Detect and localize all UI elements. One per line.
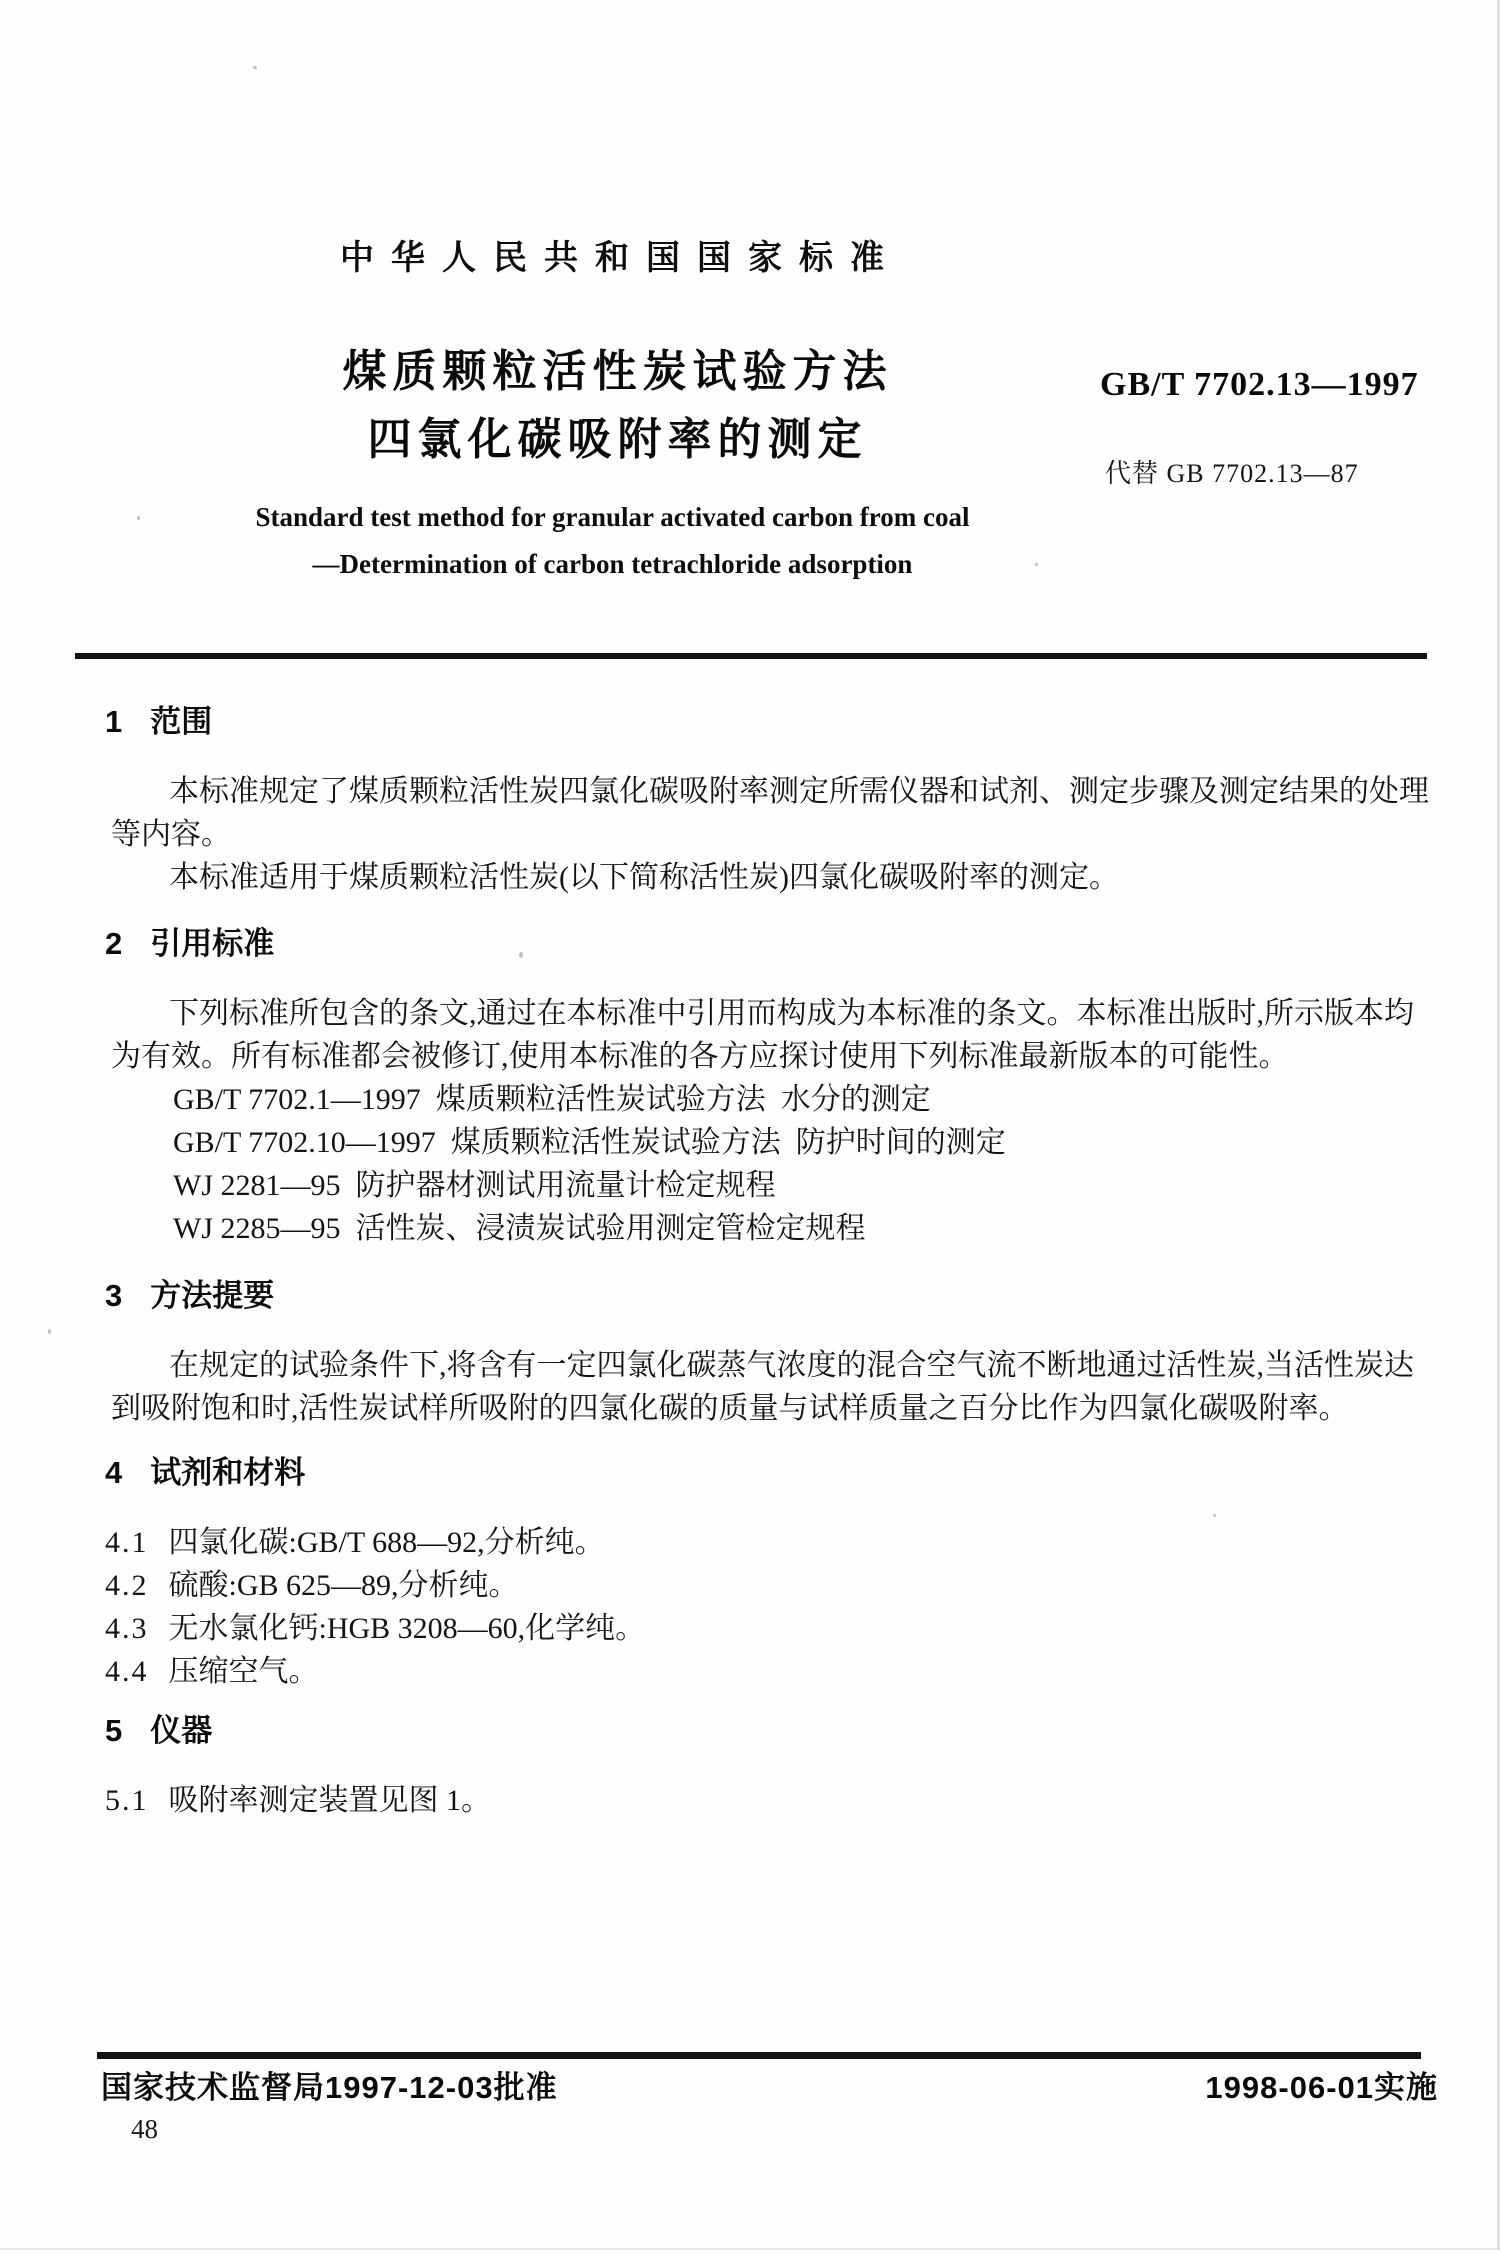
clause-number: 5.1: [105, 1784, 149, 1817]
standard-title-english: [110, 494, 1115, 588]
text-line: 等内容。: [111, 818, 231, 851]
section-title: 引用标准: [150, 926, 275, 961]
text-line: GB/T 7702.1—1997 煤质颗粒活性炭试验方法 水分的测定: [173, 1083, 931, 1116]
clause-number: 4.1: [105, 1526, 149, 1559]
approval-note: 国家技术监督局1997-12-03批准: [101, 2070, 558, 2105]
english-title-line-2: —Determination of carbon tetrachloride adsorption: [312, 549, 913, 579]
scan-speck: [48, 1329, 51, 1334]
section-body: [105, 1521, 1465, 1693]
scan-speck: [137, 516, 140, 520]
section-instruments: [105, 1709, 1465, 1822]
section-heading: [105, 1709, 1465, 1753]
supersedes-note: 代替 GB 7702.13—87: [1105, 459, 1359, 488]
standard-title-chinese: [330, 338, 905, 474]
title-line-2: 四氯化碳吸附率的测定: [367, 415, 868, 464]
section-body: [105, 770, 1465, 899]
section-number: 1: [105, 704, 123, 739]
scan-speck: [1213, 1514, 1216, 1517]
header-divider-rule: [75, 653, 1427, 659]
text-line: [105, 1650, 1465, 1693]
clause-number: 4.4: [105, 1655, 149, 1688]
section-body: [105, 1344, 1465, 1430]
standard-code: GB/T 7702.13—1997: [1100, 366, 1419, 403]
english-title-line-1: Standard test method for granular activated carbon from coal: [255, 502, 970, 532]
title-line-1: 煤质颗粒活性炭试验方法: [342, 347, 893, 396]
section-method-summary: [105, 1274, 1465, 1430]
scan-speck: [253, 66, 257, 69]
clause-number: 4.2: [105, 1569, 149, 1602]
section-heading: [105, 700, 1465, 744]
clause-text: 压缩空气。: [168, 1655, 319, 1688]
section-heading: [105, 922, 1465, 966]
section-number: 4: [105, 1455, 123, 1490]
text-line: 为有效。所有标准都会被修订,使用本标准的各方应探讨使用下列标准最新版本的可能性。: [111, 1040, 1289, 1073]
text-line: [105, 1607, 1465, 1650]
text-line: 本标准规定了煤质颗粒活性炭四氯化碳吸附率测定所需仪器和试剂、测定步骤及测定结果的处理: [169, 775, 1429, 808]
section-number: 5: [105, 1713, 123, 1748]
section-title: 范围: [150, 704, 213, 739]
clause-number: 4.3: [105, 1612, 149, 1645]
page-number: 48: [131, 2114, 158, 2144]
text-line: 在规定的试验条件下,将含有一定四氯化碳蒸气浓度的混合空气流不断地通过活性炭,当活性炭达: [169, 1349, 1414, 1382]
text-line: [105, 1779, 1465, 1822]
text-line: WJ 2285—95 活性炭、浸渍炭试验用测定管检定规程: [173, 1212, 866, 1245]
text-line: [105, 1521, 1465, 1564]
text-line: 到吸附饱和时,活性炭试样所吸附的四氯化碳的质量与试样质量之百分比作为四氯化碳吸附率。: [111, 1392, 1349, 1425]
section-title: 方法提要: [150, 1278, 275, 1313]
text-line: [105, 1564, 1465, 1607]
clause-text: 吸附率测定装置见图 1。: [168, 1784, 491, 1817]
section-scope: [105, 700, 1465, 899]
section-number: 3: [105, 1278, 123, 1313]
section-title: 仪器: [150, 1713, 213, 1748]
section-body: [105, 992, 1465, 1250]
section-references: [105, 922, 1465, 1250]
clause-text: 无水氯化钙:HGB 3208—60,化学纯。: [168, 1612, 646, 1645]
section-number: 2: [105, 926, 123, 961]
national-standard-header: 中华人民共和国国家标准: [340, 239, 901, 277]
scan-speck: [1035, 563, 1038, 566]
text-line: WJ 2281—95 防护器材测试用流量计检定规程: [173, 1169, 776, 1202]
text-line: 本标准适用于煤质颗粒活性炭(以下简称活性炭)四氯化碳吸附率的测定。: [169, 861, 1119, 894]
section-body: [105, 1779, 1465, 1822]
section-title: 试剂和材料: [150, 1455, 306, 1490]
implementation-note: 1998-06-01实施: [1205, 2070, 1438, 2105]
footer-divider-rule: [97, 2052, 1421, 2059]
clause-text: 四氯化碳:GB/T 688—92,分析纯。: [168, 1526, 605, 1559]
scan-speck: [519, 952, 523, 958]
text-line: GB/T 7702.10—1997 煤质颗粒活性炭试验方法 防护时间的测定: [173, 1126, 1006, 1159]
section-heading: [105, 1274, 1465, 1318]
section-heading: [105, 1451, 1465, 1495]
section-reagents-materials: [105, 1451, 1465, 1693]
text-line: 下列标准所包含的条文,通过在本标准中引用而构成为本标准的条文。本标准出版时,所示版本均: [169, 997, 1414, 1030]
clause-text: 硫酸:GB 625—89,分析纯。: [168, 1569, 519, 1602]
